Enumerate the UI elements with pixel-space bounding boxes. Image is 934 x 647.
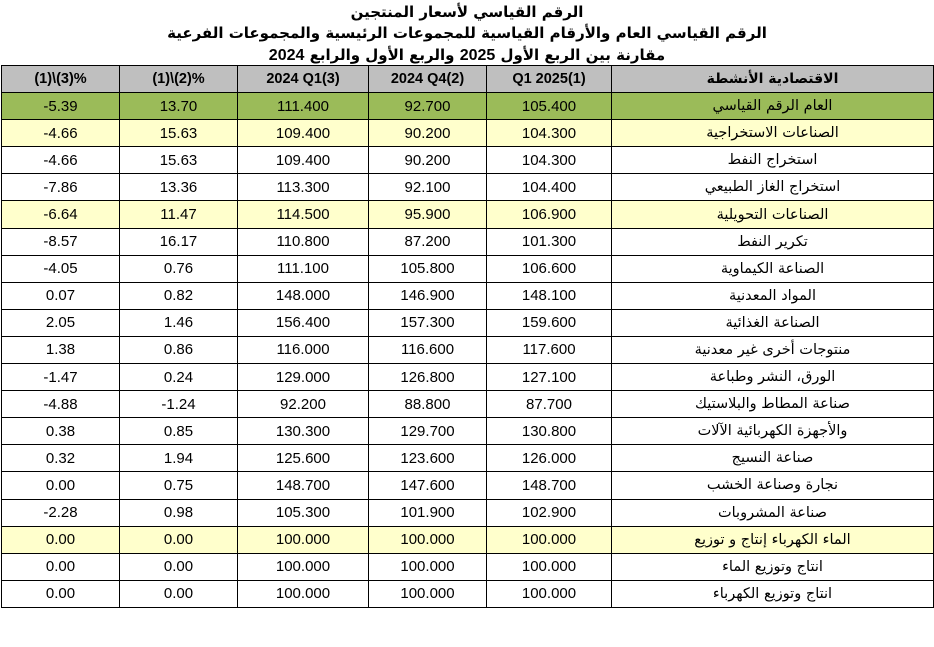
pct-1-2-cell: 13.36	[120, 174, 238, 201]
activity-label-cell: صناعة المشروبات	[612, 499, 934, 526]
q4-2024-cell: 157.300	[369, 309, 487, 336]
header-q1-2024: 2024 Q1(3)	[238, 66, 369, 93]
table-row	[2, 418, 934, 445]
q1-2025-cell: 127.100	[487, 364, 612, 391]
activity-label-cell: الورق، النشر وطباعة	[612, 364, 934, 391]
pct-1-2-cell: 15.63	[120, 120, 238, 147]
pct-1-2-cell: 0.00	[120, 526, 238, 553]
header-activities: الاقتصادية الأنشطة	[612, 66, 934, 93]
q1-2025-cell: 104.400	[487, 174, 612, 201]
q1-2025-cell: 126.000	[487, 445, 612, 472]
page-subtitle: الرقم القياسي العام والأرقام القياسية للمجموعات الرئيسية والمجموعات الفرعية	[167, 24, 767, 42]
q1-2025-cell: 106.600	[487, 255, 612, 282]
q4-2024-cell: 100.000	[369, 580, 487, 607]
q1-2025-cell: 100.000	[487, 580, 612, 607]
activity-label-cell: تكرير النفط	[612, 228, 934, 255]
q1-2025-cell: 104.300	[487, 120, 612, 147]
table-body	[2, 93, 934, 608]
pct-1-2-cell: 13.70	[120, 93, 238, 120]
q4-2024-cell: 90.200	[369, 147, 487, 174]
q4-2024-cell: 88.800	[369, 391, 487, 418]
q4-2024-cell: 147.600	[369, 472, 487, 499]
pct-1-3-cell: -1.47	[2, 364, 120, 391]
q1-2024-cell: 129.000	[238, 364, 369, 391]
q4-2024-cell: 146.900	[369, 282, 487, 309]
activity-label-cell: العام الرقم القياسي	[612, 93, 934, 120]
q1-2024-cell: 130.300	[238, 418, 369, 445]
table-row	[2, 174, 934, 201]
q1-2024-cell: 110.800	[238, 228, 369, 255]
q4-2024-cell: 126.800	[369, 364, 487, 391]
table-row	[2, 553, 934, 580]
pct-1-2-cell: 0.00	[120, 580, 238, 607]
header-pct-1-3: (1)\(3)%	[2, 66, 120, 93]
q1-2024-cell: 156.400	[238, 309, 369, 336]
comparison-text-1: مقارنة بين الربع الأول	[500, 46, 666, 64]
comparison-subtitle	[0, 45, 934, 65]
header-q1-2025: Q1 2025(1)	[487, 66, 612, 93]
q4-2024-cell: 100.000	[369, 526, 487, 553]
q1-2025-cell: 105.400	[487, 93, 612, 120]
pct-1-2-cell: 16.17	[120, 228, 238, 255]
pct-1-2-cell: 0.75	[120, 472, 238, 499]
table-row	[2, 472, 934, 499]
table-row	[2, 580, 934, 607]
activity-label-cell: المواد المعدنية	[612, 282, 934, 309]
q4-2024-cell: 101.900	[369, 499, 487, 526]
q1-2024-cell: 116.000	[238, 336, 369, 363]
table-row	[2, 499, 934, 526]
table-row	[2, 120, 934, 147]
q1-2025-cell: 106.900	[487, 201, 612, 228]
q1-2025-cell: 102.900	[487, 499, 612, 526]
q4-2024-cell: 92.700	[369, 93, 487, 120]
activity-label-cell: الصناعات التحويلية	[612, 201, 934, 228]
pct-1-3-cell: -4.05	[2, 255, 120, 282]
pct-1-3-cell: 0.07	[2, 282, 120, 309]
q4-2024-cell: 116.600	[369, 336, 487, 363]
q1-2025-cell: 117.600	[487, 336, 612, 363]
q1-2024-cell: 109.400	[238, 147, 369, 174]
q1-2024-cell: 111.100	[238, 255, 369, 282]
q1-2025-cell: 87.700	[487, 391, 612, 418]
table-row	[2, 445, 934, 472]
activity-label-cell: والأجهزة الكهربائية الآلات	[612, 418, 934, 445]
page-title: الرقم القياسي لأسعار المنتجين	[350, 3, 584, 21]
q1-2024-cell: 148.000	[238, 282, 369, 309]
activity-label-cell: انتاج وتوزيع الكهرباء	[612, 580, 934, 607]
activity-label-cell: نجارة وصناعة الخشب	[612, 472, 934, 499]
pct-1-3-cell: 0.00	[2, 526, 120, 553]
pct-1-2-cell: 0.76	[120, 255, 238, 282]
header-q4-2024: 2024 Q4(2)	[369, 66, 487, 93]
activity-label-cell: استخراج النفط	[612, 147, 934, 174]
table-row	[2, 201, 934, 228]
pct-1-3-cell: -2.28	[2, 499, 120, 526]
q4-2024-cell: 95.900	[369, 201, 487, 228]
q1-2024-cell: 105.300	[238, 499, 369, 526]
q1-2024-cell: 100.000	[238, 553, 369, 580]
q4-2024-cell: 123.600	[369, 445, 487, 472]
pct-1-3-cell: -5.39	[2, 93, 120, 120]
header-row	[2, 66, 934, 93]
pct-1-2-cell: 0.00	[120, 553, 238, 580]
title-block	[0, 0, 934, 65]
pct-1-3-cell: -4.88	[2, 391, 120, 418]
table-row	[2, 255, 934, 282]
q1-2024-cell: 114.500	[238, 201, 369, 228]
q1-2024-cell: 148.700	[238, 472, 369, 499]
pct-1-2-cell: 0.98	[120, 499, 238, 526]
pct-1-3-cell: 2.05	[2, 309, 120, 336]
comparison-year-1: 2025	[459, 47, 496, 64]
pct-1-2-cell: 15.63	[120, 147, 238, 174]
q4-2024-cell: 129.700	[369, 418, 487, 445]
pct-1-3-cell: 0.00	[2, 472, 120, 499]
price-index-table	[1, 65, 934, 608]
q4-2024-cell: 92.100	[369, 174, 487, 201]
header-pct-1-2: (1)\(2)%	[120, 66, 238, 93]
q1-2024-cell: 92.200	[238, 391, 369, 418]
pct-1-2-cell: 1.46	[120, 309, 238, 336]
q1-2025-cell: 100.000	[487, 553, 612, 580]
q1-2025-cell: 159.600	[487, 309, 612, 336]
pct-1-2-cell: 0.24	[120, 364, 238, 391]
q4-2024-cell: 100.000	[369, 553, 487, 580]
activity-label-cell: الصناعات الاستخراجية	[612, 120, 934, 147]
table-row	[2, 391, 934, 418]
activity-label-cell: انتاج وتوزيع الماء	[612, 553, 934, 580]
activity-label-cell: الصناعة الغذائية	[612, 309, 934, 336]
table-row	[2, 93, 934, 120]
comparison-text-2: والربع الأول والرابع	[309, 46, 455, 64]
pct-1-2-cell: 1.94	[120, 445, 238, 472]
q1-2024-cell: 109.400	[238, 120, 369, 147]
activity-label-cell: منتوجات أخرى غير معدنية	[612, 336, 934, 363]
comparison-year-2: 2024	[268, 47, 305, 64]
pct-1-3-cell: -6.64	[2, 201, 120, 228]
pct-1-3-cell: 0.38	[2, 418, 120, 445]
table-row	[2, 282, 934, 309]
activity-label-cell: الماء الكهرباء إنتاج و توزيع	[612, 526, 934, 553]
activity-label-cell: الصناعة الكيماوية	[612, 255, 934, 282]
table-row	[2, 364, 934, 391]
q1-2024-cell: 125.600	[238, 445, 369, 472]
q1-2024-cell: 113.300	[238, 174, 369, 201]
pct-1-3-cell: 0.32	[2, 445, 120, 472]
activity-label-cell: صناعة النسيج	[612, 445, 934, 472]
activity-label-cell: استخراج الغاز الطبيعي	[612, 174, 934, 201]
q1-2025-cell: 101.300	[487, 228, 612, 255]
pct-1-3-cell: -4.66	[2, 120, 120, 147]
table-row	[2, 526, 934, 553]
table-row	[2, 228, 934, 255]
q4-2024-cell: 105.800	[369, 255, 487, 282]
table-row	[2, 309, 934, 336]
q4-2024-cell: 87.200	[369, 228, 487, 255]
pct-1-2-cell: -1.24	[120, 391, 238, 418]
q1-2024-cell: 100.000	[238, 580, 369, 607]
pct-1-2-cell: 0.82	[120, 282, 238, 309]
pct-1-3-cell: 0.00	[2, 580, 120, 607]
table-row	[2, 147, 934, 174]
pct-1-3-cell: -7.86	[2, 174, 120, 201]
q1-2025-cell: 148.100	[487, 282, 612, 309]
pct-1-3-cell: 1.38	[2, 336, 120, 363]
pct-1-3-cell: -8.57	[2, 228, 120, 255]
q4-2024-cell: 90.200	[369, 120, 487, 147]
q1-2025-cell: 148.700	[487, 472, 612, 499]
q1-2024-cell: 111.400	[238, 93, 369, 120]
q1-2025-cell: 104.300	[487, 147, 612, 174]
activity-label-cell: صناعة المطاط والبلاستيك	[612, 391, 934, 418]
q1-2025-cell: 130.800	[487, 418, 612, 445]
pct-1-2-cell: 0.85	[120, 418, 238, 445]
pct-1-3-cell: 0.00	[2, 553, 120, 580]
pct-1-2-cell: 11.47	[120, 201, 238, 228]
pct-1-2-cell: 0.86	[120, 336, 238, 363]
pct-1-3-cell: -4.66	[2, 147, 120, 174]
q1-2024-cell: 100.000	[238, 526, 369, 553]
table-row	[2, 336, 934, 363]
q1-2025-cell: 100.000	[487, 526, 612, 553]
